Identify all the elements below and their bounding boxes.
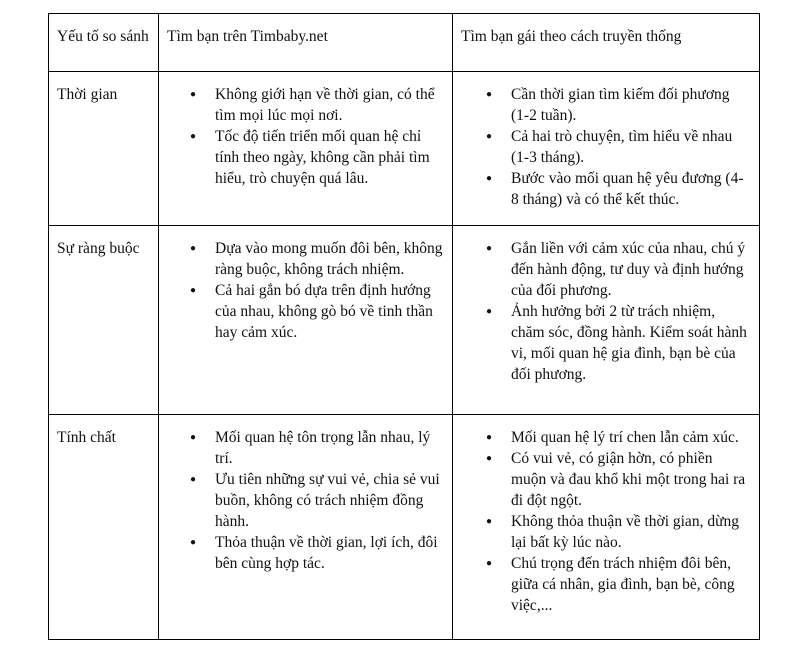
traditional-cell bbox=[453, 226, 760, 415]
table-row-binding bbox=[49, 226, 760, 415]
header-online: Tìm bạn trên Timbaby.net bbox=[159, 14, 453, 72]
online-cell bbox=[159, 72, 453, 226]
bullet-list bbox=[461, 84, 751, 210]
list-item: ● Gắn liền với cảm xúc của nhau, chú ý đến hành động, tư duy và định hướng của đối phương. bbox=[511, 238, 751, 301]
row-label: Tính chất bbox=[49, 415, 159, 640]
list-item: ● Ưu tiên những sự vui vẻ, chia sẻ vui buồn, không có trách nhiệm đồng hành. bbox=[215, 469, 444, 532]
bullet-list bbox=[167, 84, 444, 189]
list-item: ● Thỏa thuận về thời gian, lợi ích, đôi bên cùng hợp tác. bbox=[215, 532, 444, 574]
table-row-time bbox=[49, 72, 760, 226]
list-item: ● Tốc độ tiến triển mối quan hệ chỉ tính theo ngày, không cần phải tìm hiểu, trò chuyện quá lâu. bbox=[215, 126, 444, 189]
bullet-list bbox=[461, 427, 751, 616]
table-header-row bbox=[49, 14, 760, 72]
list-item: ● Cả hai trò chuyện, tìm hiểu về nhau (1-3 tháng). bbox=[511, 126, 751, 168]
row-label: Sự ràng buộc bbox=[49, 226, 159, 415]
list-item: ● Cả hai gắn bó dựa trên định hướng của nhau, không gò bó về tinh thần hay cảm xúc. bbox=[215, 280, 444, 343]
list-item: ● Có vui vẻ, có giận hờn, có phiền muộn và đau khổ khi một trong hai ra đi đột ngột. bbox=[511, 448, 751, 511]
list-item: ● Ảnh hưởng bởi 2 từ trách nhiệm, chăm sóc, đồng hành. Kiểm soát hành vi, mối quan hệ gia đình, bạn bè của đối phương. bbox=[511, 301, 751, 385]
list-item: ● Bước vào mối quan hệ yêu đương (4-8 tháng) và có thể kết thúc. bbox=[511, 168, 751, 210]
comparison-table bbox=[48, 13, 760, 640]
list-item: ● Chú trọng đến trách nhiệm đôi bên, giữa cá nhân, gia đình, bạn bè, công việc,... bbox=[511, 553, 751, 616]
table-row-nature bbox=[49, 415, 760, 640]
list-item: ● Không thỏa thuận về thời gian, dừng lại bất kỳ lúc nào. bbox=[511, 511, 751, 553]
bullet-list bbox=[167, 427, 444, 574]
bullet-list bbox=[461, 238, 751, 385]
list-item: ● Mối quan hệ tôn trọng lẫn nhau, lý trí. bbox=[215, 427, 444, 469]
list-item: ● Mối quan hệ lý trí chen lẫn cảm xúc. bbox=[511, 427, 751, 448]
list-item: ● Cần thời gian tìm kiếm đối phương (1-2 tuần). bbox=[511, 84, 751, 126]
list-item: ● Dựa vào mong muốn đôi bên, không ràng buộc, không trách nhiệm. bbox=[215, 238, 444, 280]
traditional-cell bbox=[453, 72, 760, 226]
list-item: ● Không giới hạn về thời gian, có thể tìm mọi lúc mọi nơi. bbox=[215, 84, 444, 126]
online-cell bbox=[159, 226, 453, 415]
online-cell bbox=[159, 415, 453, 640]
header-traditional: Tìm bạn gái theo cách truyền thống bbox=[453, 14, 760, 72]
row-label: Thời gian bbox=[49, 72, 159, 226]
header-criteria: Yếu tố so sánh bbox=[49, 14, 159, 72]
traditional-cell bbox=[453, 415, 760, 640]
bullet-list bbox=[167, 238, 444, 343]
